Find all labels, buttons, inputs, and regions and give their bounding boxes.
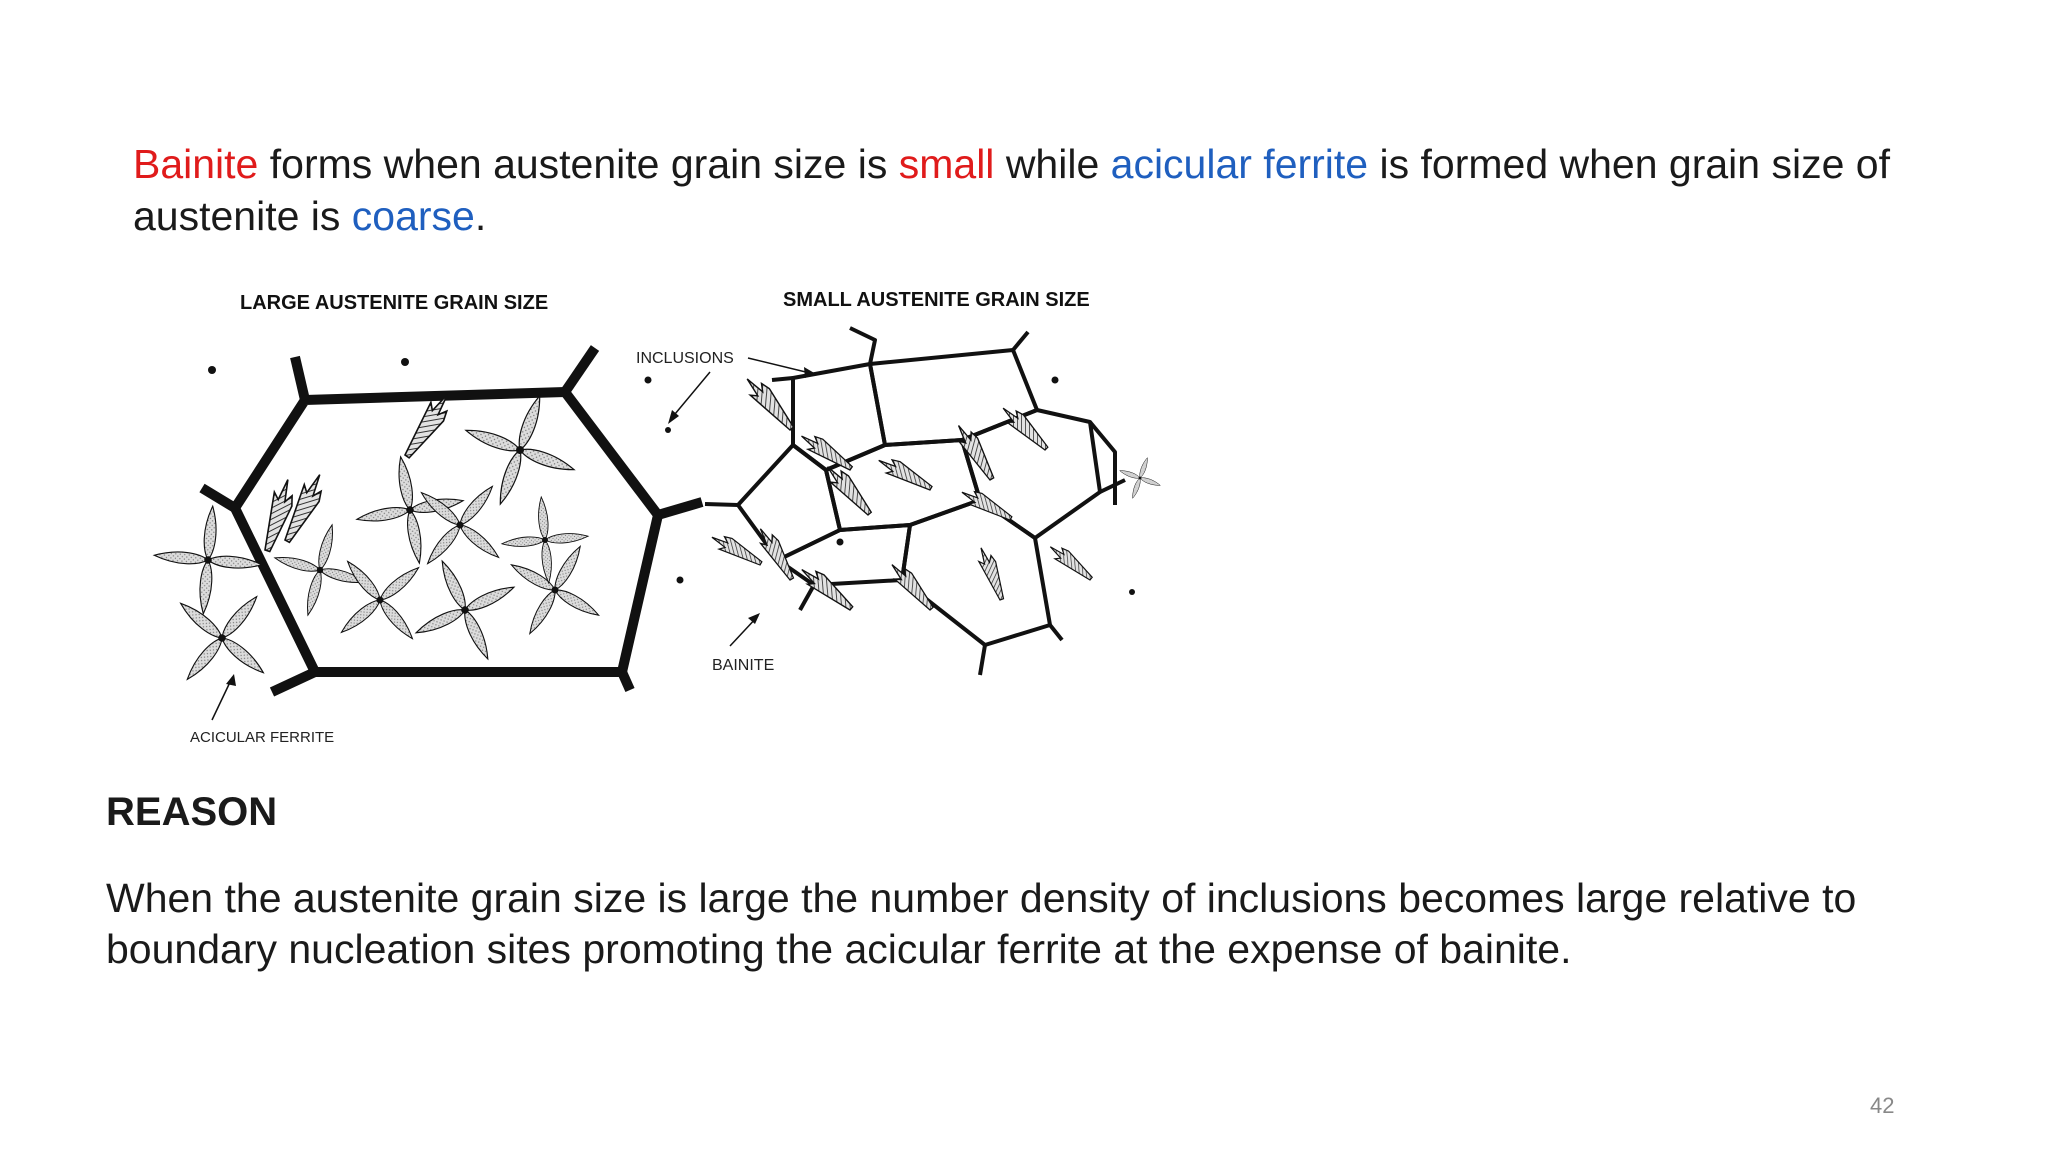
small-grain bbox=[870, 350, 1037, 445]
small-grain bbox=[902, 500, 1050, 645]
label-acicular-ferrite: ACICULAR FERRITE bbox=[190, 729, 335, 746]
reason-text: When the austenite grain size is large the number density of inclusions becomes large relative to boundary nucleation sites promoting the acicular ferrite at the expense of bainite. bbox=[106, 875, 1857, 972]
reason-heading: REASON bbox=[106, 790, 278, 834]
label-inclusions: INCLUSIONS bbox=[636, 350, 734, 367]
term-bainite: Bainite bbox=[133, 141, 259, 187]
intro-paragraph bbox=[133, 138, 1973, 242]
grain-size-diagram bbox=[150, 280, 1180, 760]
small-grain bbox=[778, 525, 910, 585]
term-small: small bbox=[898, 141, 995, 187]
small-grain bbox=[738, 445, 840, 560]
page-number: 42 bbox=[1870, 1093, 1895, 1118]
intro-text-2: while bbox=[994, 141, 1111, 187]
intro-text-1: forms when austenite grain size is bbox=[258, 141, 899, 187]
large-grain-panel bbox=[150, 348, 702, 714]
term-coarse: coarse bbox=[351, 193, 475, 239]
left-panel-title: LARGE AUSTENITE GRAIN SIZE bbox=[240, 292, 549, 314]
intro-text-4: . bbox=[474, 193, 487, 239]
large-austenite-grain bbox=[235, 392, 658, 672]
right-panel-title: SMALL AUSTENITE GRAIN SIZE bbox=[783, 289, 1090, 311]
intro-text-3: is formed when grain size of austenite is bbox=[133, 141, 1890, 239]
small-grain-panel bbox=[705, 328, 1125, 675]
term-acicular-ferrite: acicular ferrite bbox=[1110, 141, 1369, 187]
label-bainite: BAINITE bbox=[712, 657, 775, 674]
